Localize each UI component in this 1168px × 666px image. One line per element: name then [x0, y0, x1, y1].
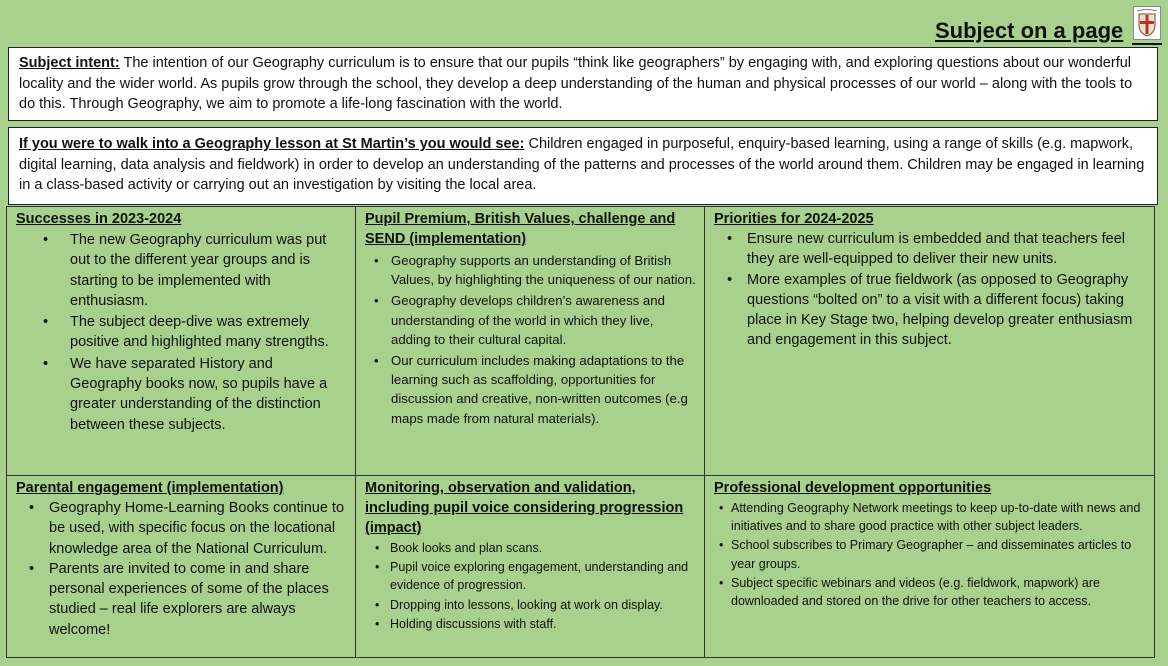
list-item: • Book looks and plan scans.: [365, 539, 696, 557]
priorities-list: [714, 229, 1146, 351]
list-item: • The new Geography curriculum was put out to the different year groups and is starting to be implemented with enthusiasm.: [16, 230, 347, 311]
list-item: • Subject specific webinars and videos (e.g. fieldwork, mapwork) are downloaded and stored on the drive for other teachers to access.: [714, 574, 1146, 610]
parental-list: [16, 498, 347, 640]
list-item: • Parents are invited to come in and share personal experiences of some of the places studied – real life explorers are always welcome!: [16, 559, 347, 640]
professional-heading: Professional development opportunities: [714, 480, 992, 496]
list-item: • Geography supports an understanding of British Values, by highlighting the uniqueness of our nation.: [365, 251, 696, 289]
school-crest-icon: [1133, 6, 1161, 40]
monitoring-list: [365, 539, 696, 633]
priorities-heading: Priorities for 2024-2025: [714, 211, 874, 227]
parental-cell: [7, 476, 356, 657]
page-title: Subject on a page: [935, 18, 1124, 43]
list-item: • We have separated History and Geography books now, so pupils have a greater understanding of the distinction between these subjects.: [16, 354, 347, 435]
title-underline: [1132, 43, 1162, 45]
parental-heading: Parental engagement (implementation): [16, 480, 284, 496]
lesson-walk-box: [8, 127, 1158, 205]
subject-intent-label: Subject intent:: [19, 55, 120, 71]
subject-intent-text: The intention of our Geography curriculum is to ensure that our pupils “think like geographers” by engaging with, and exploring questions about our wonderful locality and the wider world. As pupils grow through the school, they develop a deep understanding of the human and physical processes of our world – along with the tools to do this. Through Geography, we aim to promote a life-long fascination with the world.: [19, 55, 1133, 112]
list-item: • Our curriculum includes making adaptations to the learning such as scaffolding, opportunities for discussion and creative, non-written outcomes (e.g maps made from natural materials).: [365, 351, 696, 428]
premium-heading: Pupil Premium, British Values, challenge and SEND (implementation): [365, 211, 676, 247]
list-item: • Attending Geography Network meetings to keep up-to-date with news and initiatives and to share good practice with other subject leaders.: [714, 499, 1146, 535]
successes-list: [16, 230, 347, 435]
subject-intent-box: [8, 47, 1158, 121]
list-item: • Geography Home-Learning Books continue to be used, with specific focus on the locational knowledge area of the National Curriculum.: [16, 498, 347, 559]
list-item: • The subject deep-dive was extremely positive and highlighted many strengths.: [16, 312, 347, 353]
professional-cell: [705, 476, 1154, 657]
successes-heading: Successes in 2023-2024: [16, 211, 182, 227]
lesson-walk-text: Children engaged in purposeful, enquiry-based learning, using a range of skills (e.g. mapwork, digital learning, data analysis and fieldwork) in order to develop an understanding of the patterns and processes of the world around them. Children may be engaged in learning in a class-based activity or carrying out an investigation by visiting the local area.: [19, 136, 1145, 193]
list-item: • Holding discussions with staff.: [365, 615, 696, 633]
monitoring-heading: Monitoring, observation and validation, including pupil voice considering progression (impact): [365, 480, 684, 536]
premium-cell: [356, 207, 705, 476]
list-item: • Ensure new curriculum is embedded and that teachers feel they are well-equipped to deliver their new units.: [714, 229, 1146, 270]
lesson-walk-label: If you were to walk into a Geography lesson at St Martin’s you would see:: [19, 136, 525, 152]
successes-cell: [7, 207, 356, 476]
list-item: • Dropping into lessons, looking at work on display.: [365, 596, 696, 614]
professional-list: [714, 499, 1146, 610]
list-item: • Pupil voice exploring engagement, understanding and evidence of progression.: [365, 558, 696, 594]
monitoring-cell: [356, 476, 705, 657]
summary-grid: [6, 206, 1155, 658]
list-item: • More examples of true fieldwork (as opposed to Geography questions “bolted on” to a visit with a different focus) taking place in Key Stage two, helping develop greater enthusiasm and engagement in this subject.: [714, 270, 1146, 351]
list-item: • Geography develops children’s awareness and understanding of the world in which they live, adding to their cultural capital.: [365, 291, 696, 349]
priorities-cell: [705, 207, 1154, 476]
premium-list: [365, 251, 696, 428]
list-item: • School subscribes to Primary Geographer – and disseminates articles to year groups.: [714, 536, 1146, 572]
